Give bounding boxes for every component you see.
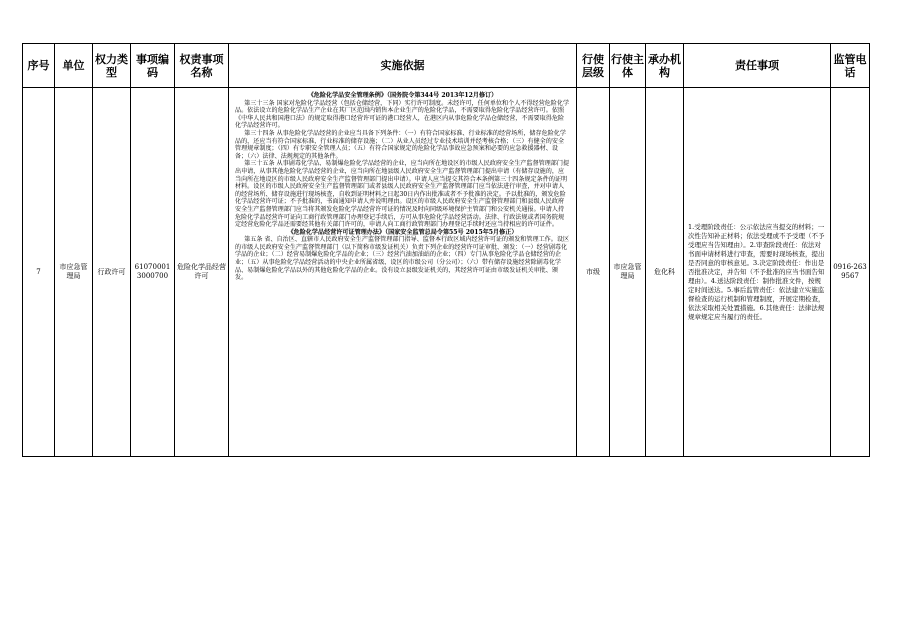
phone-value: 0916-2639567 xyxy=(833,263,867,280)
unit-value: 市应急管理局 xyxy=(59,263,88,280)
header-phone: 监管电话 xyxy=(831,44,870,88)
level-value: 市级 xyxy=(586,267,600,276)
cell-level xyxy=(577,88,610,457)
subject-value: 市应急管理局 xyxy=(613,263,642,280)
item-code-value: 610700013000700 xyxy=(134,263,171,280)
table-row xyxy=(23,88,870,457)
header-agency: 承办机构 xyxy=(646,44,684,88)
power-list-table xyxy=(22,43,870,457)
agency-value: 危化科 xyxy=(654,267,675,276)
cell-agency xyxy=(646,88,684,457)
duty-value: 1.受理阶段责任：公示依法应当提交的材料；一次性告知补正材料；依法受理或不予受理（不予受理应当告知理由）。2.审查阶段责任：依法对书面申请材料进行审查，需要时现场核查，提出是否同意的审核意见。3.决定阶段责任：作出是否批准决定，并告知（不予批准的应当书面告知理由）。4.送达阶段责任：制作批准文件，按规定时间送达。5.事后监管责任：依法建立实施监督检查的运行机制和管理制度，开展定期检查，依法采取相关处置措施。6.其他责任：法律法规规章规定应当履行的责任。 xyxy=(688,222,825,321)
header-item-code: 事项编码 xyxy=(131,44,175,88)
header-unit: 单位 xyxy=(55,44,93,88)
header-subject: 行使主体 xyxy=(610,44,646,88)
item-name-value: 危险化学品经营许可 xyxy=(177,263,226,280)
basis-paragraph: 第五条 省、自治区、直辖市人民政府安全生产监督管理部门指导、监督本行政区域内经营许可证的颁发和管理工作。设区的市级人民政府安全生产监督管理部门（以下简称市级发证机关）负责下列企业的经营许可证审批、颁发：（一）经营剧毒化学品的企业；（二）经营易制爆危险化学品的企业；（三）经营汽油加油站的企业；（四）专门从事危险化学品仓储经营的企业；（五）从事危险化学品经营活动的中央企业所属省级、设区的市级公司（分公司）；（六）带有储存设施经营除剧毒化学品、易制爆危险化学品以外的其他危险化学品的企业。没有设立县级发证机关的，其经营许可证由市级发证机关审批、颁发。 xyxy=(235,236,570,282)
cell-duty xyxy=(684,88,831,457)
basis-paragraph: 第三十五条 从事剧毒化学品、易制爆危险化学品经营的企业，应当向所在地设区的市级人民政府安全生产监督管理部门提出申请，从事其他危险化学品经营的企业，应当向所在地县级人民政府安全生产监督管理部门提出申请（有储存设施的，应当向所在地设区的市级人民政府安全生产监督管理部门提出申请）。申请人应当提交其符合本条例第三十四条规定条件的证明材料。设区的市级人民政府安全生产监督管理部门或者县级人民政府安全生产监督管理部门应当依法进行审查，并对申请人的经营场所、储存设施进行现场核查，自收到证明材料之日起30日内作出批准或者不予批准的决定。予以批准的，颁发危险化学品经营许可证；不予批准的，书面通知申请人并说明理由。设区的市级人民政府安全生产监督管理部门和县级人民政府安全生产监督管理部门应当将其颁发危险化学品经营许可证的情况及时向同级环境保护主管部门和公安机关通报。申请人持危险化学品经营许可证向工商行政管理部门办理登记手续后，方可从事危险化学品经营活动。法律、行政法规或者国务院规定经营危险化学品还需要经其他有关部门许可的，申请人向工商行政管理部门办理登记手续时还应当持相应的许可证件。 xyxy=(235,160,570,229)
cell-item-name xyxy=(175,88,229,457)
cell-subject xyxy=(610,88,646,457)
header-power-type: 权力类型 xyxy=(93,44,131,88)
power-type-value: 行政许可 xyxy=(97,267,126,276)
header-duty: 责任事项 xyxy=(684,44,831,88)
header-row xyxy=(23,44,870,88)
seq-value: 7 xyxy=(36,267,41,276)
cell-seq xyxy=(23,88,55,457)
basis-paragraph: 第三十三条 国家对危险化学品经营（包括仓储经营，下同）实行许可制度。未经许可，任何单位和个人不得经营危险化学品。依法设立的危险化学品生产企业在其厂区范围内销售本企业生产的危险化学品，不需要取得危险化学品经营许可。依照《中华人民共和国港口法》的规定取得港口经营许可证的港口经营人，在港区内从事危险化学品仓储经营，不需要取得危险化学品经营许可。 xyxy=(235,99,570,130)
cell-power-type xyxy=(93,88,131,457)
header-item-name: 权责事项名称 xyxy=(175,44,229,88)
cell-unit xyxy=(55,88,93,457)
cell-item-code xyxy=(131,88,175,457)
cell-phone xyxy=(831,88,870,457)
basis-paragraph: 第三十四条 从事危险化学品经营的企业应当具备下列条件：（一）有符合国家标准、行业标准的经营场所，储存危险化学品的，还应当有符合国家标准、行业标准的储存设施；（二）从业人员经过专业技术培训并经考核合格；（三）有健全的安全管理规章制度；（四）有专职安全管理人员；（五）有符合国家规定的危险化学品事故应急预案和必要的应急救援器材、设备；（六）法律、法规规定的其他条件。 xyxy=(235,129,566,160)
cell-basis xyxy=(229,88,577,457)
header-basis: 实施依据 xyxy=(229,44,577,88)
basis-heading: 《危险化学品经营许可证管理办法》（国家安全监管总局令第55号 2015年5月修正） xyxy=(287,228,518,236)
header-seq: 序号 xyxy=(23,44,55,88)
header-level: 行使层级 xyxy=(577,44,610,88)
basis-heading: 《危险化学品安全管理条例》（国务院令第344号 2013年12月修订） xyxy=(307,92,498,99)
